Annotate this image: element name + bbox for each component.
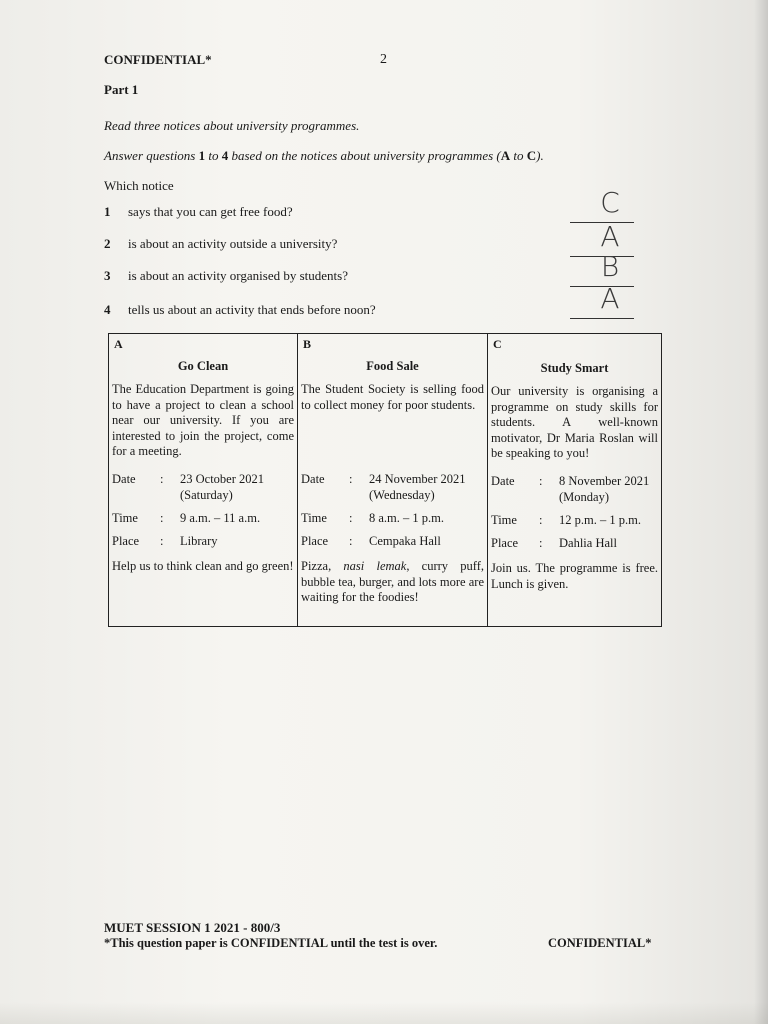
answer-line-4[interactable] <box>570 318 634 319</box>
question-2: 2 is about an activity outside a university? <box>104 236 338 251</box>
notice-title: Food Sale <box>366 359 419 373</box>
handwritten-answer-1: C <box>600 186 620 219</box>
notice-letter: A <box>114 337 123 351</box>
notice-a: A Go Clean The Education Department is going to have a project to clean a school near our university. If you are interested to join the project, come for a meeting. Date : 23 October 2021 (Saturday) Time : 9 a.m. – 11 a.m. Place : Library Help us to think clean and go green! <box>109 334 297 626</box>
instruction-answer: Answer questions 1 to 4 based on the notices about university programmes (A to C). <box>104 148 544 163</box>
page-edge-shadow <box>754 0 768 1024</box>
page-number: 2 <box>380 52 387 67</box>
page-bottom-shadow <box>0 1002 768 1024</box>
notice-closing: Help us to think clean and go green! <box>112 559 294 573</box>
notice-title: Go Clean <box>177 359 229 373</box>
question-1: 1 says that you can get free food? <box>104 204 293 219</box>
notice-description: The Student Society is selling food to collect money for poor students. <box>301 382 484 412</box>
instruction-read: Read three notices about university programmes. <box>104 118 360 133</box>
notices-table <box>108 333 662 627</box>
notice-closing: Pizza, nasi lemak, curry puff, bubble tea, burger, and lots more are waiting for the foodies! <box>301 559 484 604</box>
handwritten-answer-2: A <box>600 220 620 253</box>
question-3: 3 is about an activity organised by students? <box>104 268 348 283</box>
footer-confidential: CONFIDENTIAL* <box>548 936 652 950</box>
notice-letter: B <box>303 337 312 351</box>
notice-closing: Join us. The programme is free. Lunch is given. <box>491 561 658 591</box>
part-title: Part 1 <box>104 82 139 97</box>
question-4: 4 tells us about an activity that ends before noon? <box>104 302 376 317</box>
notice-title: Study Smart <box>540 361 609 375</box>
footer-note: *This question paper is CONFIDENTIAL until the test is over. <box>104 936 438 950</box>
notice-description: Our university is organising a programme on study skills for students. A well-known motivator, Dr Maria Roslan will be speaking to you! <box>491 384 658 460</box>
footer-session: MUET SESSION 1 2021 - 800/3 <box>104 920 281 935</box>
which-notice-prompt: Which notice <box>104 178 174 193</box>
notice-description: The Education Department is going to have a project to clean a school near our university. If you are interested to join the project, come for a meeting. <box>112 382 294 458</box>
notice-letter: C <box>493 337 502 351</box>
handwritten-answer-4: A <box>600 282 620 315</box>
notice-c: C Study Smart Our university is organising a programme on study skills for students. A well-known motivator, Dr Maria Roslan will be speaking to you! Date : 8 November 2021 (Monday) Time : 12 p.m. – 1 p.m. Place : Dahlia Hall Join us. The programme is free. Lunch is given. <box>487 334 661 626</box>
handwritten-answer-3: B <box>600 250 620 283</box>
notice-b: B Food Sale The Student Society is selling food to collect money for poor students. Date : 24 November 2021 (Wednesday) Time : 8 a.m. – 1 p.m. Place : Cempaka Hall Pizza, nasi lemak, curry puff, bubble tea, burger, and lots more are waiting for the foodies! <box>297 334 487 626</box>
header-confidential: CONFIDENTIAL* <box>104 52 212 67</box>
